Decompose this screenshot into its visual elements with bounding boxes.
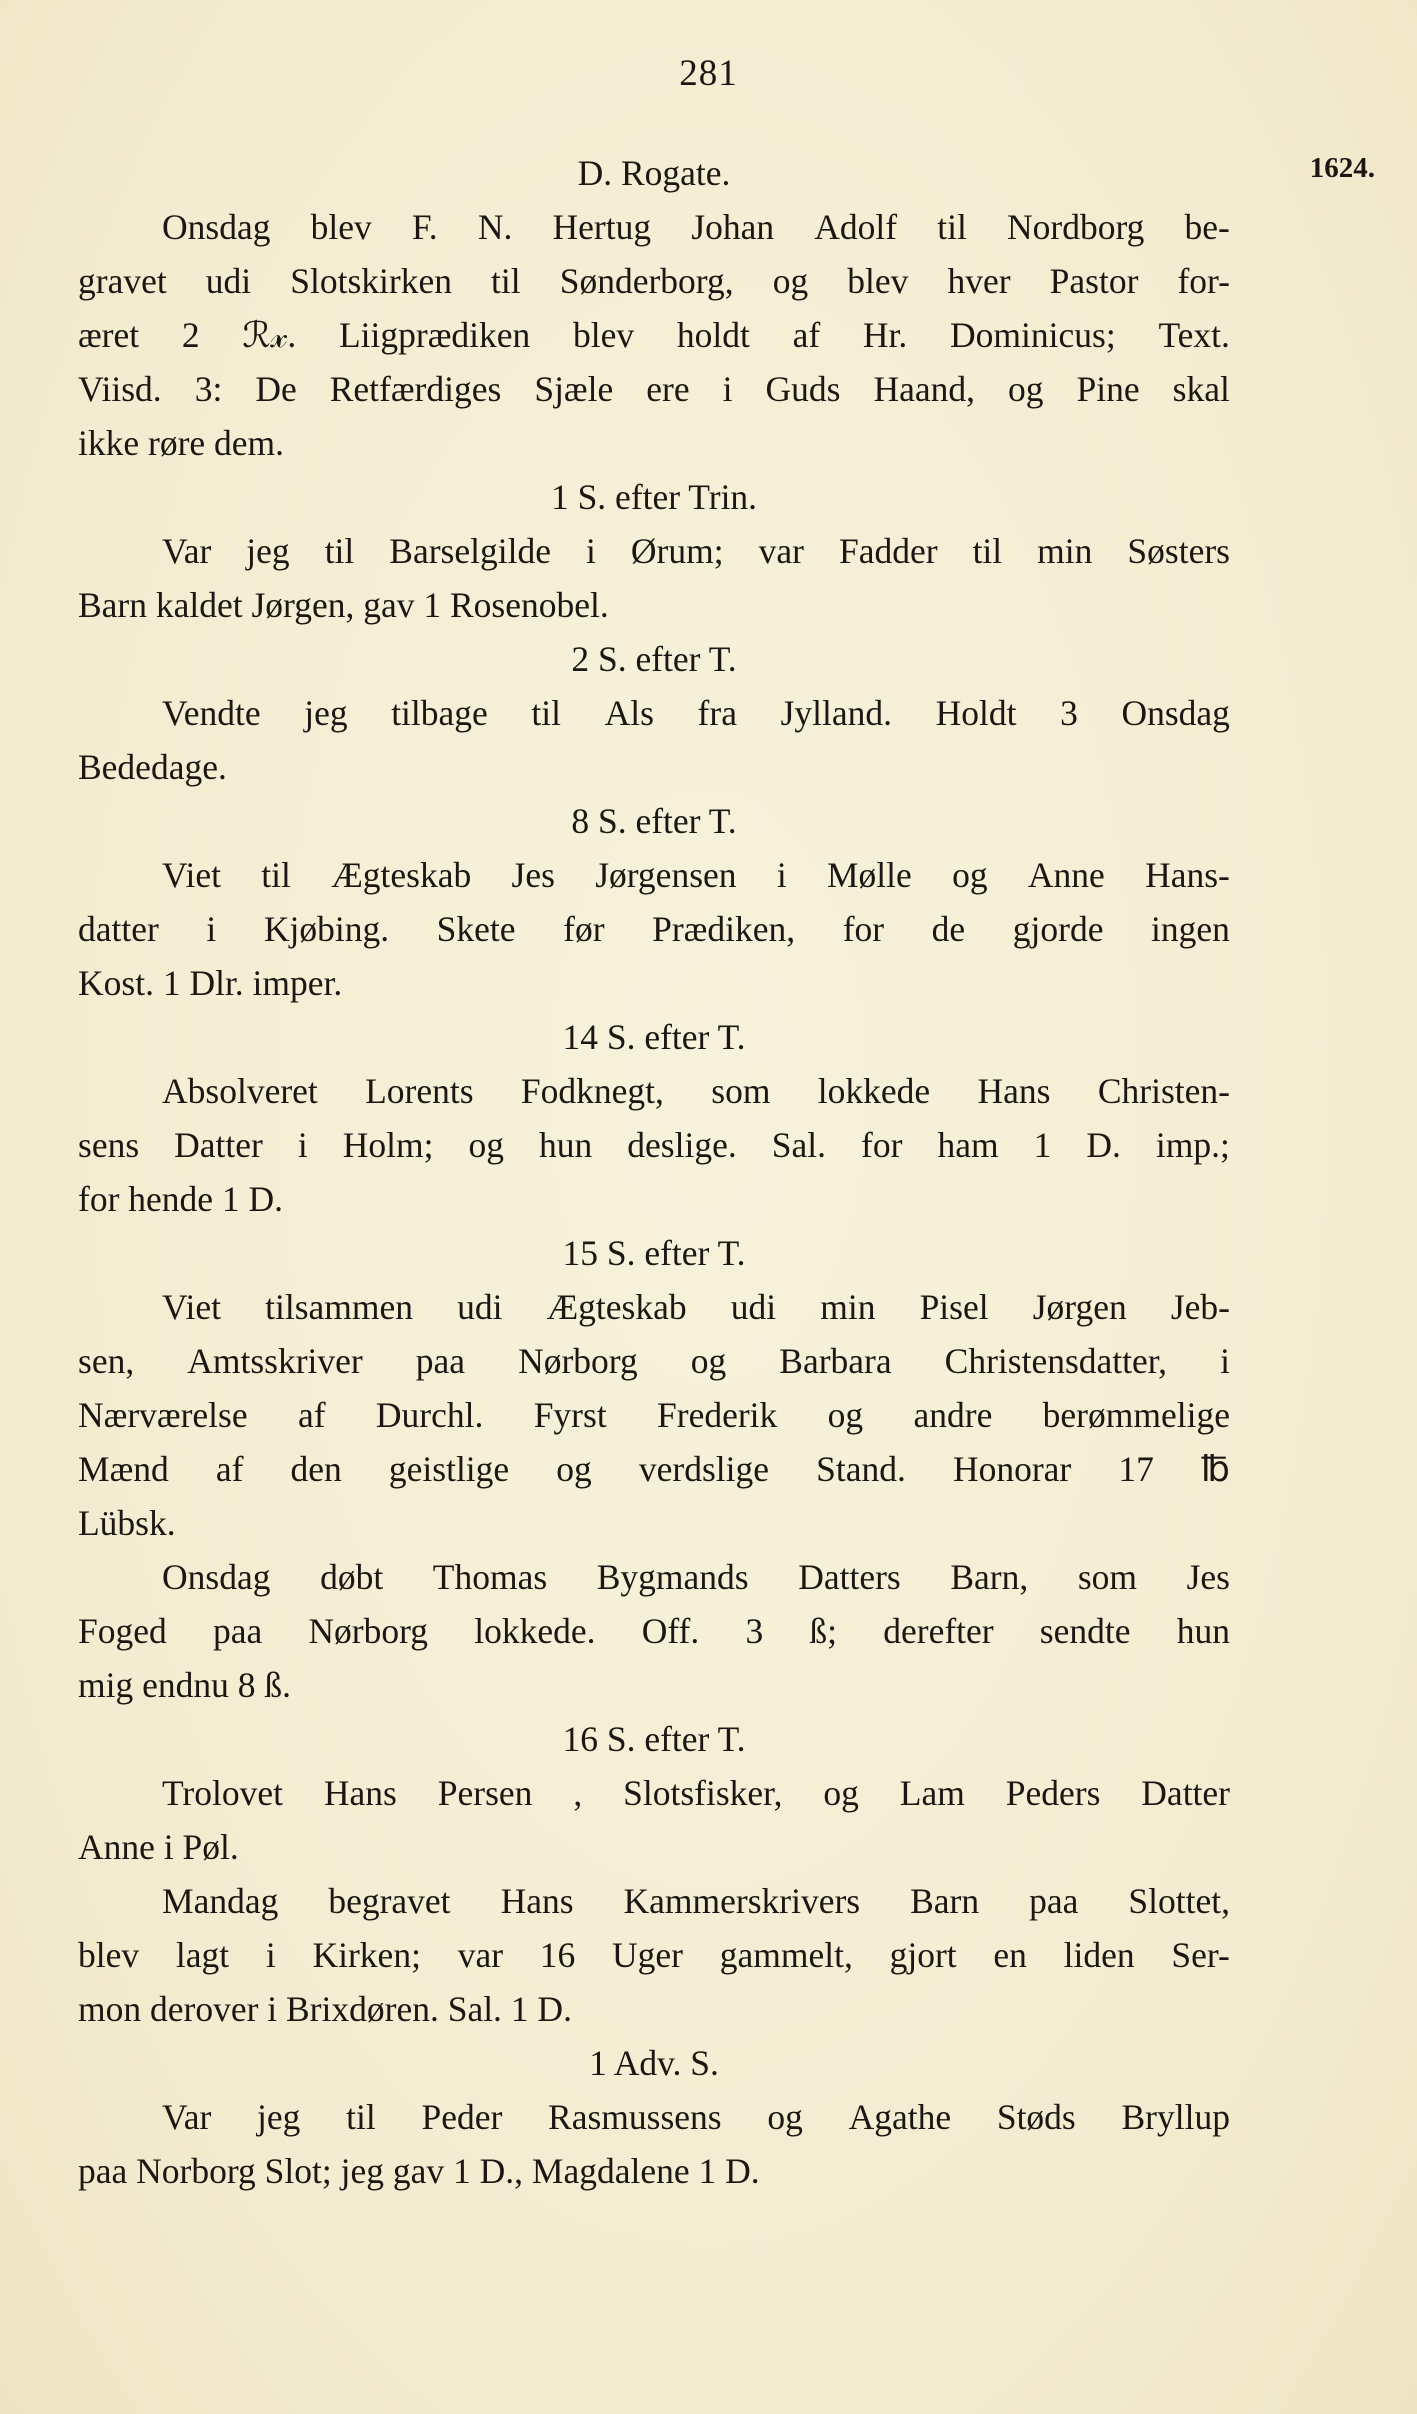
year-marker: 1624. [1309,152,1375,184]
word: Sal. [771,1125,826,1165]
word: Fodknegt, [520,1071,664,1111]
word: Viisd. [78,369,162,409]
word: 3 [1060,693,1078,733]
word: Guds [765,369,841,409]
word: Christen- [1097,1071,1230,1111]
word: liden [1063,1935,1135,1975]
word: Amtsskriver [187,1341,363,1381]
word: en [993,1935,1027,1975]
word: udi [457,1287,503,1327]
text-line [78,1064,1230,1118]
word: Rasmussens [548,2097,722,2137]
word: Holm; [342,1125,434,1165]
word: begravet [328,1881,451,1921]
section-heading [78,632,1230,686]
word: og [772,261,809,301]
word: Støds [996,2097,1076,2137]
text-line [78,1172,1230,1226]
word: Viet [162,1287,221,1327]
word: gammelt, [719,1935,853,1975]
word: hun [539,1125,593,1165]
word: Nørborg [518,1341,638,1381]
word: ere [646,369,690,409]
word: , [573,1773,583,1813]
word: Kirken; [312,1935,421,1975]
word: Lorents [365,1071,474,1111]
word: Kjøbing. [263,909,390,949]
word: Johan [691,207,775,247]
word: Slottet, [1128,1881,1230,1921]
section-heading [78,470,1230,524]
word: Peder [421,2097,503,2137]
word: og [767,2097,803,2137]
word: og [952,855,988,895]
text-line [78,2144,1230,2198]
word: Hr. [862,315,908,355]
page-number: 281 [679,53,738,94]
word: i [586,531,596,571]
word: til [261,855,291,895]
section-heading [78,1010,1230,1064]
word: Sjæle [534,369,614,409]
word: Nørborg [308,1611,429,1651]
text-line [78,1658,1230,1712]
word: Viet [162,855,221,895]
word: blev [573,315,635,355]
word: Haand, [873,369,975,409]
word: Holdt [935,693,1017,733]
word: og [468,1125,505,1165]
line-text: 1 S. efter Trin. [550,477,758,517]
text-line [78,1928,1230,1982]
word: berømmelige [1042,1395,1230,1435]
word: æret [78,315,140,355]
word: Ser- [1171,1935,1230,1975]
text-line [78,1118,1230,1172]
word: 3 [745,1611,764,1651]
word: Hans [323,1773,397,1813]
line-text: Bededage. [78,747,227,787]
text-line [78,578,1230,632]
section-heading [78,794,1230,848]
word: som [711,1071,771,1111]
word: i [206,909,217,949]
line-text: for hende 1 D. [78,1179,284,1219]
word: og [690,1341,727,1381]
text-line [78,1334,1230,1388]
word: Nærværelse [78,1395,248,1435]
word: Hans- [1145,855,1230,895]
word: min [820,1287,876,1327]
text-line [78,740,1230,794]
text-line [78,362,1230,416]
line-text: mon derover i Brixdøren. Sal. 1 D. [78,1989,572,2029]
text-line [78,524,1230,578]
word: Pastor [1049,261,1139,301]
word: ß; [809,1611,838,1651]
word: til [531,693,561,733]
line-text: 2 S. efter T. [571,639,737,679]
word: af [215,1449,244,1489]
word: 16 [539,1935,576,1975]
word: Ægteskab [331,855,472,895]
line-text: 8 S. efter T. [571,801,737,841]
word: og [827,1395,864,1435]
word: paa [212,1611,263,1651]
word: 2 [181,315,200,355]
word: gjorde [1012,909,1104,949]
word: i [265,1935,276,1975]
word: Pine [1076,369,1140,409]
word: Datters [798,1557,901,1597]
line-text: 15 S. efter T. [562,1233,746,1273]
word: Onsdag [162,207,271,247]
text-line [78,1550,1230,1604]
word: til [324,531,355,571]
word: Absolveret [162,1071,318,1111]
body-text [78,146,1230,2198]
word: paa [415,1341,466,1381]
word: paa [1029,1881,1079,1921]
word: Skete [436,909,516,949]
section-heading [78,1226,1230,1280]
word: Trolovet [162,1773,283,1813]
text-line [78,1874,1230,1928]
word: 17 [1118,1449,1154,1489]
word: Christensdatter, [944,1341,1168,1381]
word: Frederik [657,1395,778,1435]
word: var [758,531,804,571]
word: Søsters [1127,531,1230,571]
text-line [78,1820,1230,1874]
word: før [563,909,605,949]
text-line [78,1388,1230,1442]
word: De [255,369,297,409]
word: Datter [174,1125,263,1165]
word: be- [1184,207,1230,247]
word: i [776,855,787,895]
word: fra [697,693,737,733]
word: Sønderborg, [559,261,734,301]
word: lokkede [817,1071,931,1111]
word: Jylland. [780,693,892,733]
word: Hans [977,1071,1051,1111]
word: hun [1176,1611,1230,1651]
word: imp.; [1155,1125,1230,1165]
word: Jørgensen [595,855,737,895]
word: verdslige [638,1449,769,1489]
section-heading [78,2036,1230,2090]
word: Mandag [162,1881,279,1921]
line-text: Kost. 1 Dlr. imper. [78,963,343,1003]
word: i [297,1125,308,1165]
word: Fyrst [533,1395,607,1435]
word: ingen [1151,909,1230,949]
word: var [457,1935,504,1975]
word: Jes [511,855,555,895]
word: Dominicus; [950,315,1116,355]
line-text: Anne i Pøl. [78,1827,239,1867]
word: Barbara [779,1341,892,1381]
word: i [722,369,733,409]
word: Onsdag [1121,693,1230,733]
line-text: 14 S. efter T. [562,1017,746,1057]
line-text: Lübsk. [78,1503,176,1543]
word: andre [913,1395,993,1435]
word: jeg [257,2097,301,2137]
line-text: 1 Adv. S. [589,2043,719,2083]
word: Anne [1027,855,1105,895]
word: døbt [320,1557,384,1597]
word: Bryllup [1121,2097,1230,2137]
word: Thomas [432,1557,548,1597]
text-line [78,308,1230,362]
word: af [792,315,821,355]
word: Prædiken, [652,909,796,949]
word: Off. [641,1611,700,1651]
word: sen, [78,1341,135,1381]
word: Honorar [952,1449,1072,1489]
section-heading [78,1712,1230,1766]
text-line [78,686,1230,740]
word: deslige. [627,1125,737,1165]
word: holdt [676,315,750,355]
word: skal [1172,369,1230,409]
word: tilsammen [265,1287,414,1327]
word: Adolf [814,207,898,247]
word: Uger [612,1935,683,1975]
word: gravet [78,261,167,301]
word: og [823,1773,859,1813]
word: N. [477,207,513,247]
word: Ægteskab [546,1287,687,1327]
word: Stand. [816,1449,906,1489]
word: sens [78,1125,140,1165]
word: blev [78,1935,140,1975]
word: Liigprædiken [339,315,531,355]
word: Barselgilde [389,531,551,571]
word: af [297,1395,326,1435]
word: Hans [500,1881,574,1921]
text-line [78,1604,1230,1658]
word: til [491,261,521,301]
word: udi [730,1287,777,1327]
text-line [78,1442,1230,1496]
text-line [78,200,1230,254]
word: til [937,207,967,247]
word: Slotsfisker, [623,1773,783,1813]
word: Pisel [919,1287,989,1327]
word: og [556,1449,592,1489]
word: ham [937,1125,999,1165]
word: 1 [1033,1125,1052,1165]
text-line [78,902,1230,956]
word: for- [1177,261,1230,301]
word: ℛ𝓍. [242,315,297,355]
word: Var [162,2097,212,2137]
word: D. [1086,1125,1121,1165]
word: Nordborg [1006,207,1145,247]
word: Durchl. [375,1395,484,1435]
word: Barn [910,1881,980,1921]
word: lokkede. [474,1611,596,1651]
text-line [78,1982,1230,2036]
word: lagt [175,1935,230,1975]
line-text: mig endnu 8 ß. [78,1665,291,1705]
word: 3: [194,369,223,409]
word: Hertug [552,207,652,247]
word: Vendte [162,693,261,733]
text-line [78,254,1230,308]
word: Jes [1186,1557,1230,1597]
word: Als [604,693,654,733]
word: for [861,1125,903,1165]
text-line [78,1280,1230,1334]
word: den [290,1449,342,1489]
word: de [931,909,966,949]
text-line [78,956,1230,1010]
word: og [1008,369,1044,409]
word: tilbage [391,693,488,733]
word: min [1037,531,1093,571]
word: til [346,2097,376,2137]
text-line [78,848,1230,902]
word: Onsdag [162,1557,271,1597]
word: hver [947,261,1011,301]
word: til [972,531,1003,571]
word: Kammerskrivers [623,1881,861,1921]
word: jeg [304,693,348,733]
word: jeg [246,531,290,571]
word: Jørgen [1032,1287,1127,1327]
word: Text. [1158,315,1230,355]
word: Ørum; [630,531,724,571]
word: Agathe [848,2097,952,2137]
word: Lam [899,1773,965,1813]
section-heading [78,146,1230,200]
word: Slotskirken [290,261,452,301]
line-text: ikke røre dem. [78,423,285,463]
word: datter [78,909,159,949]
word: Var [162,531,212,571]
word: Jeb- [1170,1287,1230,1327]
word: Foged [78,1611,167,1651]
word: sendte [1039,1611,1131,1651]
word: ℔ [1200,1449,1230,1489]
word: Mænd [78,1449,169,1489]
word: blev [847,261,909,301]
word: Peders [1005,1773,1101,1813]
word: Barn, [950,1557,1029,1597]
word: som [1077,1557,1137,1597]
word: udi [205,261,252,301]
text-line [78,416,1230,470]
word: blev [310,207,372,247]
word: Datter [1141,1773,1230,1813]
line-text: Barn kaldet Jørgen, gav 1 Rosenobel. [78,585,609,625]
text-line [78,1766,1230,1820]
word: gjort [889,1935,957,1975]
word: geistlige [388,1449,510,1489]
line-text: paa Norborg Slot; jeg gav 1 D., Magdalene 1 D. [78,2151,760,2191]
word: i [1220,1341,1230,1381]
text-line [78,1496,1230,1550]
word: for [842,909,885,949]
word: Persen [437,1773,533,1813]
line-text: 16 S. efter T. [562,1719,746,1759]
word: Bygmands [596,1557,749,1597]
word: Fadder [838,531,938,571]
line-text: D. Rogate. [577,153,731,193]
word: F. [411,207,438,247]
word: derefter [883,1611,994,1651]
word: Mølle [826,855,912,895]
word: Retfærdiges [329,369,502,409]
text-line [78,2090,1230,2144]
